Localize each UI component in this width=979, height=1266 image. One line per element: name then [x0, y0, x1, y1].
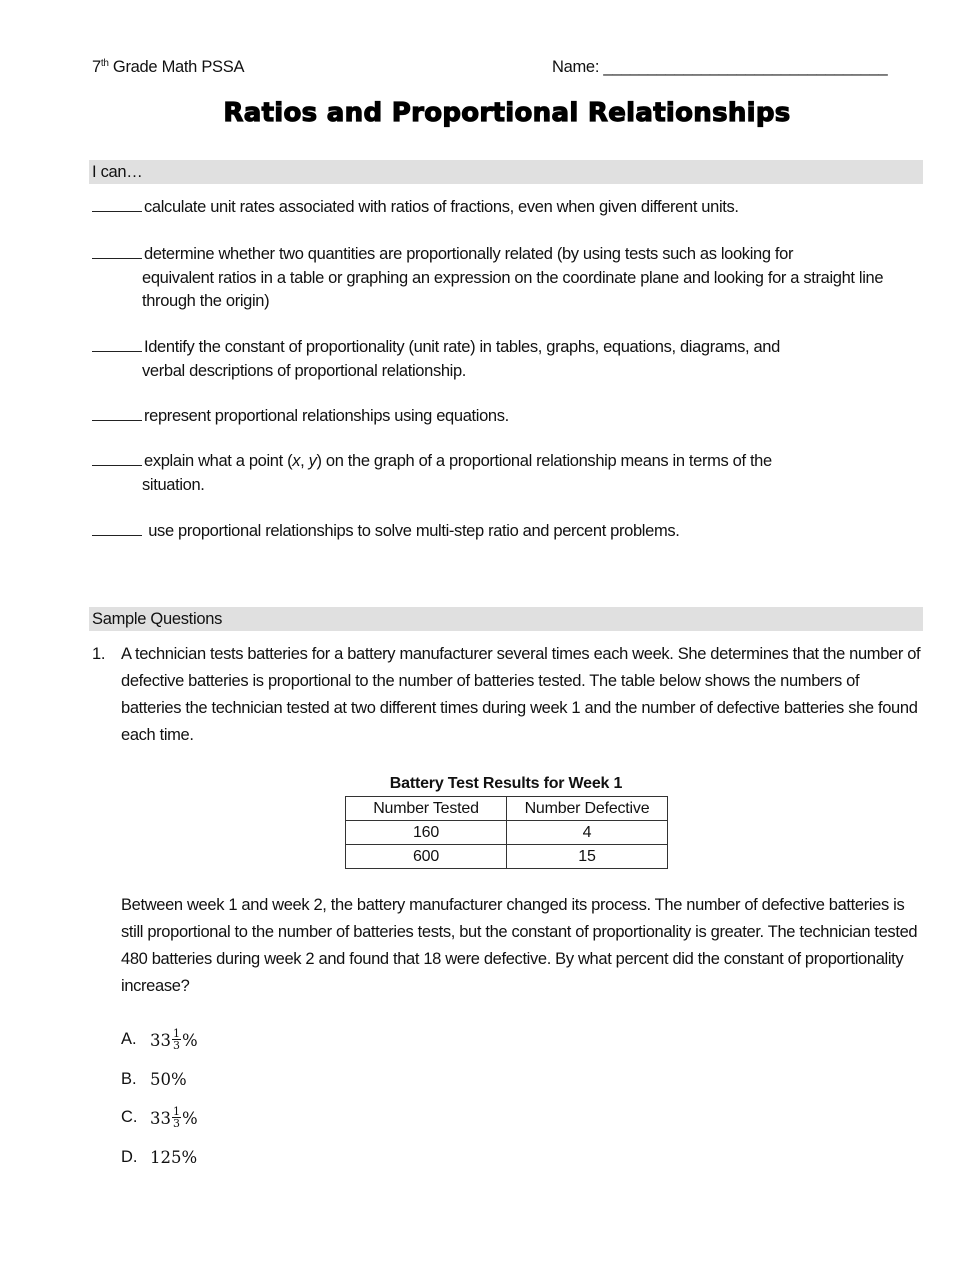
fraction: $\frac{1}{3}$ [173, 1105, 180, 1130]
table-header: Number Tested [346, 797, 507, 821]
table-row [346, 845, 668, 869]
table-cell: 160 [346, 821, 507, 845]
battery-results-table [345, 796, 668, 869]
table-cell: 600 [346, 845, 507, 869]
table-header-row [346, 797, 668, 821]
checkbox-blank[interactable] [92, 196, 142, 212]
question-number: 1. [92, 645, 106, 663]
goal-item: explain what a point (x, y) on the graph of a proportional relationship means in terms of the situation. [92, 450, 892, 497]
course-label: 7th Grade Math PSSA [92, 58, 245, 76]
table-title: Battery Test Results for Week 1 [389, 775, 623, 792]
page-title: Ratios and Proportional Relationships [223, 98, 791, 128]
name-field[interactable]: Name: ________________________________ [552, 58, 888, 76]
question-intro: A technician tests batteries for a battery manufacturer several times each week. She determines that the number of defective batteries is proportional to the number of batteries tested. The table below shows the numbers of batteries the technician tested at two different times during week 1 and the number of defective batteries she found each time. [121, 645, 921, 744]
question-1 [92, 641, 922, 749]
i-can-heading: I can… [89, 160, 923, 184]
goal-item: use proportional relationships to solve multi-step ratio and percent problems. [92, 520, 892, 544]
checkbox-blank[interactable] [92, 450, 142, 466]
table-cell: 15 [507, 845, 668, 869]
checkbox-blank[interactable] [92, 405, 142, 421]
table-cell: 4 [507, 821, 668, 845]
sample-questions-heading: Sample Questions [89, 607, 923, 631]
table-header: Number Defective [507, 797, 668, 821]
ordinal-suffix: th [100, 58, 109, 69]
goal-item: represent proportional relationships using equations. [92, 405, 892, 429]
goal-item: Identify the constant of proportionality (unit rate) in tables, graphs, equations, diagrams, and verbal descriptions of proportional relationship. [92, 336, 892, 383]
question-followup: Between week 1 and week 2, the battery manufacturer changed its process. The number of defective batteries is still proportional to the number of batteries tests, but the constant of proportionality is greater. The technician tested 480 batteries during week 2 and found that 18 were defective. By what percent did the constant of proportionality increase? [121, 896, 918, 995]
checkbox-blank[interactable] [92, 336, 142, 352]
table-row [346, 821, 668, 845]
fraction: $\frac{1}{3}$ [173, 1027, 180, 1052]
checkbox-blank[interactable] [92, 520, 142, 536]
checkbox-blank[interactable] [92, 243, 142, 259]
page-header [92, 58, 922, 80]
goal-item: calculate unit rates associated with ratios of fractions, even when given different units. [92, 196, 892, 220]
goal-item: determine whether two quantities are proportionally related (by using tests such as looking for equivalent ratios in a table or graphing an expression on the coordinate plane and looking for a straight line through the origin) [92, 243, 892, 314]
